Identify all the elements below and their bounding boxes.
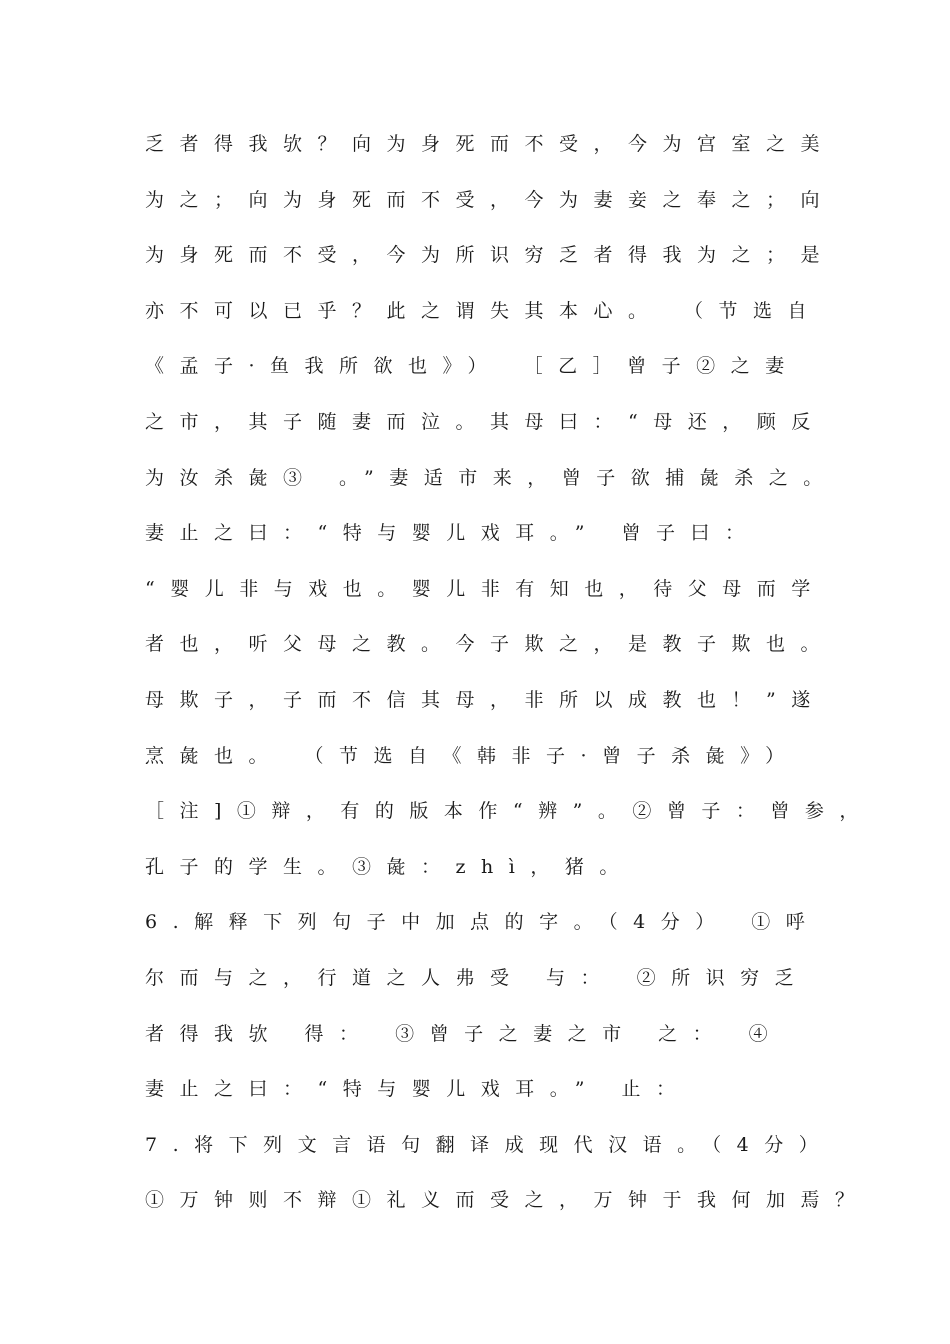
footnote-line: ［注]①辩，有的版本作“辨”。②曾子：曾参， [145, 800, 874, 823]
text-line: 母欺子，子而不信其母，非所以成教也！”遂 [145, 688, 826, 711]
text-line: 为身死而不受，今为所识穷乏者得我为之；是 [145, 244, 836, 267]
text-line: 亦不可以已乎？此之谓失其本心。 （节选自 [145, 299, 823, 322]
text-line: 者也，听父母之教。今子欺之，是教子欺也。 [145, 633, 836, 656]
question-line: 者得我欤 得： ③曾子之妻之市 之： ④ [145, 1022, 784, 1045]
text-line: “婴儿非与戏也。婴儿非有知也，待父母而学 [145, 577, 826, 600]
question-line: 妻止之曰：“特与婴儿戏耳。” 止： [145, 1078, 691, 1101]
text-line: 乏者得我欤？向为身死而不受，今为宫室之美 [145, 133, 836, 155]
text-line: 为之；向为身死而不受，今为妻妾之奉之；向 [145, 188, 836, 211]
text-line: 为汝杀彘③ 。”妻适市来，曾子欲捕彘杀之。 [145, 466, 838, 489]
text-line: 烹彘也。 （节选自《韩非子·曾子杀彘》） [145, 744, 800, 767]
text-line: 妻止之曰：“特与婴儿戏耳。” 曾子曰： [145, 522, 760, 545]
question-line: 尔而与之，行道之人弗受 与： ②所识穷乏 [145, 966, 810, 989]
question-line: 6.解释下列句子中加点的字。（4分） ①呼 [145, 911, 821, 934]
text-line: 《孟子·鱼我所欲也》） ［乙］曾子②之妻 [145, 355, 800, 378]
footnote-line: 孔子的学生。③彘：zhì，猪。 [145, 855, 634, 878]
text-line: 之市，其子随妻而泣。其母曰：“母还，顾反 [145, 410, 826, 433]
question-line: ①万钟则不辩①礼义而受之，万钟于我何加焉？ [145, 1189, 870, 1212]
question-line: 7.将下列文言语句翻译成现代汉语。（4分） [145, 1133, 834, 1156]
document-body [145, 126, 874, 1238]
